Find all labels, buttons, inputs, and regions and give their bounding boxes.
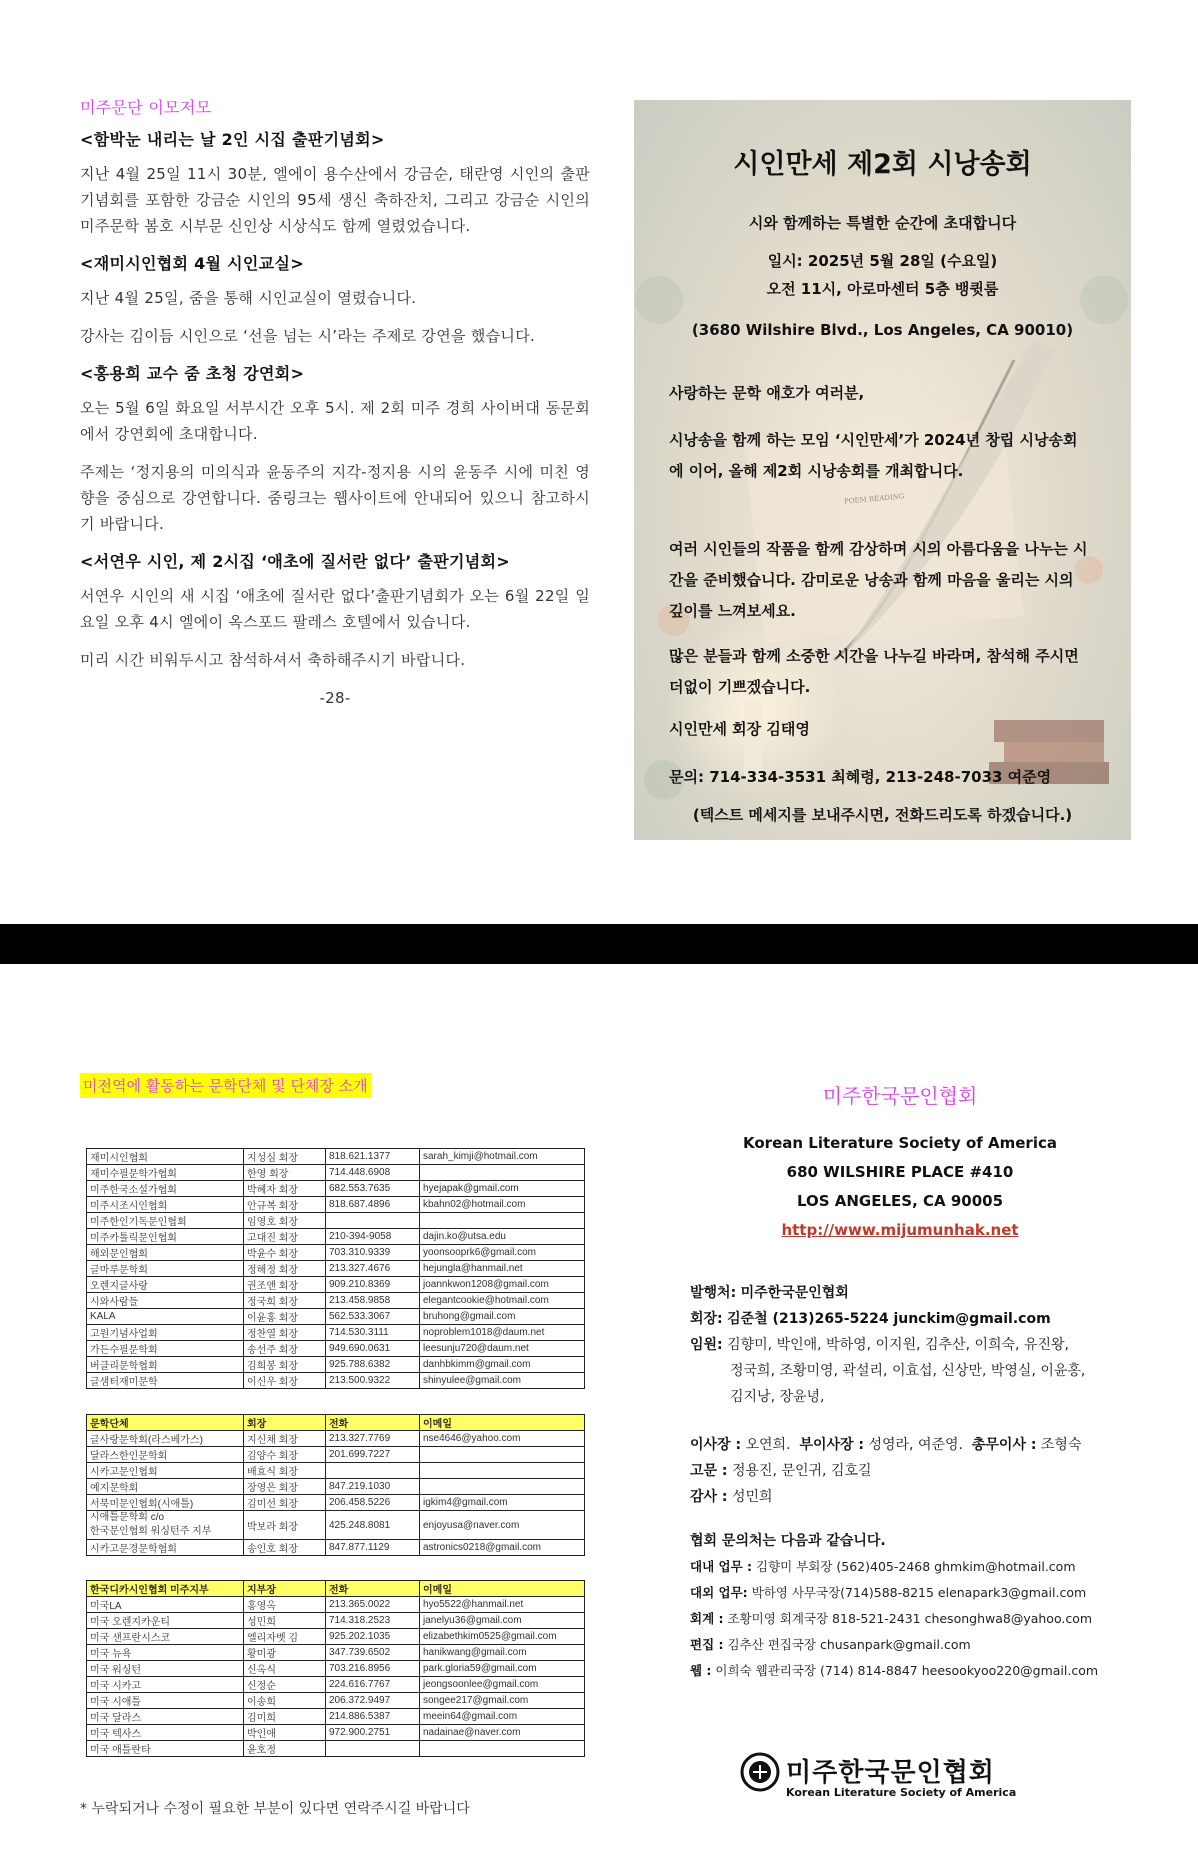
table-cell: elegantcookie@hotmail.com xyxy=(420,1293,585,1309)
table-cell: 시애틀문학회 c/o 한국문인협회 워싱턴주 지부 xyxy=(87,1511,244,1540)
table-row xyxy=(87,1645,585,1661)
table-cell: 925.202.1035 xyxy=(326,1629,420,1645)
news-paragraph: 강사는 김이듬 시인으로 ‘선을 넘는 시’라는 주제로 강연을 했습니다. xyxy=(80,327,536,345)
table-cell: 818.687.4896 xyxy=(326,1197,420,1213)
table-cell: 오렌지글사랑 xyxy=(87,1277,244,1293)
society-name-en: Korean Literature Society of America xyxy=(743,1134,1057,1152)
table-cell: 박윤수 회장 xyxy=(244,1245,326,1261)
table-row xyxy=(87,1341,585,1357)
news-paragraph: 미리 시간 비워두시고 참석하셔서 축하해주시기 바랍니다. xyxy=(80,651,466,669)
table-header-cell: 이메일 xyxy=(420,1415,585,1431)
table-cell: 김미희 xyxy=(244,1709,326,1725)
page-number: -28- xyxy=(319,689,351,707)
table-cell: 미국 오렌지카운티 xyxy=(87,1613,244,1629)
vice-chair: 성영라, 여준영. xyxy=(868,1437,963,1453)
directory-footnote: * 누락되거나 수정이 필요한 부분이 있다면 연락주시길 바랍니다 xyxy=(80,1801,470,1817)
table-cell: 703.216.8956 xyxy=(326,1661,420,1677)
org-table-3 xyxy=(86,1580,585,1757)
table-cell: 847.219.1030 xyxy=(326,1479,420,1495)
table-cell: 글사랑문학회(라스베가스) xyxy=(87,1431,244,1447)
table-header-cell: 전화 xyxy=(326,1581,420,1597)
table-header-cell: 한국디카시인협회 미주지부 xyxy=(87,1581,244,1597)
table-cell: 글마루문학회 xyxy=(87,1261,244,1277)
table-cell xyxy=(420,1213,585,1229)
officers: 김향미, 박인애, 박하영, 이지원, 김추산, 이희숙, 유진왕, xyxy=(727,1337,1069,1353)
table-cell: yoonsooprk6@gmail.com xyxy=(420,1245,585,1261)
table-header-cell: 문학단체 xyxy=(87,1415,244,1431)
table-row xyxy=(87,1479,585,1495)
auditor: 성민희 xyxy=(731,1489,773,1505)
table-cell: 682.553.7635 xyxy=(326,1181,420,1197)
table-cell: 서북미문인협회(시애틀) xyxy=(87,1495,244,1511)
table-header-cell: 회장 xyxy=(244,1415,326,1431)
table-cell: 예지문학회 xyxy=(87,1479,244,1495)
poster-greeting: 사랑하는 문학 애호가 여러분, xyxy=(669,384,865,402)
section-tag: 미주문단 이모저모 xyxy=(80,98,212,117)
table-cell: 신정순 xyxy=(244,1677,326,1693)
table-row xyxy=(87,1613,585,1629)
table-cell: 윤호정 xyxy=(244,1741,326,1757)
table-row xyxy=(87,1431,585,1447)
table-cell xyxy=(420,1165,585,1181)
table-cell: 미주한인기독문인협회 xyxy=(87,1213,244,1229)
table-cell: 이윤홍 회장 xyxy=(244,1309,326,1325)
table-cell: 이신우 회장 xyxy=(244,1373,326,1389)
table-cell: bruhong@gmail.com xyxy=(420,1309,585,1325)
table-row xyxy=(87,1629,585,1645)
table-cell: 홍영옥 xyxy=(244,1597,326,1613)
table-cell xyxy=(326,1741,420,1757)
table-cell: 신옥식 xyxy=(244,1661,326,1677)
poster-body-2: 여러 시인들의 작품을 함께 감상하며 시의 아름다움을 나누는 시간을 준비했습니다. 감미로운 낭송과 함께 마음을 울리는 시의 깊이를 느껴보세요. xyxy=(669,540,1088,620)
table-cell: 847.877.1129 xyxy=(326,1540,420,1556)
website-link[interactable]: http://www.mijumunhak.net xyxy=(781,1221,1019,1239)
table-cell: 가든수필문학회 xyxy=(87,1341,244,1357)
table-cell: 224.616.7767 xyxy=(326,1677,420,1693)
web-label: 웹 : xyxy=(690,1663,712,1678)
poster-time-place: 오전 11시, 아로마센터 5층 뱅큇룸 xyxy=(766,280,999,298)
table-cell: 562.533.3067 xyxy=(326,1309,420,1325)
table-cell: 213.327.7769 xyxy=(326,1431,420,1447)
table-cell: 달라스한인문학회 xyxy=(87,1447,244,1463)
table-row xyxy=(87,1463,585,1479)
table-cell: enjoyusa@naver.com xyxy=(420,1511,585,1540)
president-label: 회장: xyxy=(690,1311,723,1327)
poster-address: (3680 Wilshire Blvd., Los Angeles, CA 90010) xyxy=(691,321,1074,339)
table-cell: 213.500.9322 xyxy=(326,1373,420,1389)
table-cell: 미국 텍사스 xyxy=(87,1725,244,1741)
table-cell: leesunju720@daum.net xyxy=(420,1341,585,1357)
table-row xyxy=(87,1149,585,1165)
table-cell: 송인호 회장 xyxy=(244,1540,326,1556)
table-row xyxy=(87,1725,585,1741)
poster-contact-note: (텍스트 메세지를 보내주시면, 전화드리도록 하겠습니다.) xyxy=(692,806,1073,824)
table-row xyxy=(87,1677,585,1693)
table-cell: 지성심 회장 xyxy=(244,1149,326,1165)
table-cell: 박인애 xyxy=(244,1725,326,1741)
table-cell: 미국 워싱턴 xyxy=(87,1661,244,1677)
table-cell: songee217@gmail.com xyxy=(420,1693,585,1709)
officers: 정국희, 조황미영, 곽설리, 이효섭, 신상만, 박영실, 이윤홍, xyxy=(730,1363,1086,1379)
society-address-1: 680 WILSHIRE PLACE #410 xyxy=(786,1163,1014,1181)
gen-director: 조형숙 xyxy=(1040,1437,1082,1453)
table-cell: 고원기념사업회 xyxy=(87,1325,244,1341)
table-cell: 미국 시애틀 xyxy=(87,1693,244,1709)
org-table-2 xyxy=(86,1414,585,1556)
table-cell xyxy=(420,1479,585,1495)
poster-date: 일시: 2025년 5월 28일 (수요일) xyxy=(767,252,998,270)
advisor-label: 고문 : xyxy=(690,1463,728,1479)
table-cell: 장영은 회장 xyxy=(244,1479,326,1495)
table-row xyxy=(87,1447,585,1463)
table-row xyxy=(87,1741,585,1757)
ext-label: 대내 업무 : xyxy=(690,1559,753,1574)
poster-title: 시인만세 제2회 시낭송회 xyxy=(733,149,1032,180)
vice-chair-label: 부이사장 : xyxy=(799,1437,865,1453)
table-cell: 재미시인협회 xyxy=(87,1149,244,1165)
table-cell: nadainae@naver.com xyxy=(420,1725,585,1741)
table-row xyxy=(87,1357,585,1373)
table-cell: 엘리자벳 김 xyxy=(244,1629,326,1645)
news-heading-4: <서연우 시인, 제 2시집 ‘애초에 질서란 없다’ 출판기념회> xyxy=(80,552,510,571)
publisher-label: 발행처: xyxy=(690,1285,737,1301)
edit-contact: 김추산 편집국장 chusanpark@gmail.com xyxy=(727,1637,971,1652)
table-cell: 972.900.2751 xyxy=(326,1725,420,1741)
table-header-row xyxy=(87,1581,585,1597)
table-cell: janelyu36@gmail.com xyxy=(420,1613,585,1629)
table-cell: noproblem1018@daum.net xyxy=(420,1325,585,1341)
table-cell: joannkwon1208@gmail.com xyxy=(420,1277,585,1293)
table-cell: 김양수 회장 xyxy=(244,1447,326,1463)
poster-contact: 문의: 714-334-3531 최혜령, 213-248-7033 여준영 xyxy=(669,768,1052,786)
int-contact: 박하영 사무국장(714)588-8215 elenapark3@gmail.com xyxy=(751,1585,1087,1600)
table-row xyxy=(87,1293,585,1309)
poster-body-3: 많은 분들과 함께 소중한 시간을 나누길 바라며, 참석해 주시면 더없이 기쁘겠습니다. xyxy=(669,647,1079,696)
news-heading-3: <홍용희 교수 줌 초청 강연회> xyxy=(80,364,305,383)
table-cell: 시카고문인협회 xyxy=(87,1463,244,1479)
table-cell: 버클리문학협회 xyxy=(87,1357,244,1373)
table-cell: 213.458.9858 xyxy=(326,1293,420,1309)
event-poster xyxy=(634,100,1131,840)
society-address-2: LOS ANGELES, CA 90005 xyxy=(796,1192,1004,1210)
poster-signature: 시인만세 회장 김태영 xyxy=(669,720,810,738)
table-cell xyxy=(420,1447,585,1463)
table-row xyxy=(87,1325,585,1341)
news-paragraph: 주제는 ‘정지용의 미의식과 윤동주의 지각-정지용 시의 윤동주 시에 미친 영향을 중심으로 강연합니다. 줌링크는 웹사이트에 안내되어 있으니 참고하시기 바랍니다. xyxy=(80,463,590,533)
table-cell: nse4646@yahoo.com xyxy=(420,1431,585,1447)
table-cell: 714.318.2523 xyxy=(326,1613,420,1629)
table-cell xyxy=(326,1213,420,1229)
table-cell: 949.690.0631 xyxy=(326,1341,420,1357)
table-cell: 김미선 회장 xyxy=(244,1495,326,1511)
president: 김준철 (213)265-5224 junckim@gmail.com xyxy=(727,1311,1051,1327)
officers: 김지낭, 장윤녕, xyxy=(730,1389,825,1405)
table-cell: hyejapak@gmail.com xyxy=(420,1181,585,1197)
table-cell: 재미수필문학가협회 xyxy=(87,1165,244,1181)
news-column xyxy=(80,95,590,711)
table-cell: 206.372.9497 xyxy=(326,1693,420,1709)
table-cell: 미국LA xyxy=(87,1597,244,1613)
table-cell: 미주카톨릭문인협회 xyxy=(87,1229,244,1245)
table-cell: park.gloria59@gmail.com xyxy=(420,1661,585,1677)
table-row xyxy=(87,1277,585,1293)
table-cell: 714.530.3111 xyxy=(326,1325,420,1341)
table-cell: 글샘터재미문학 xyxy=(87,1373,244,1389)
table-row xyxy=(87,1213,585,1229)
table-cell: 송선주 회장 xyxy=(244,1341,326,1357)
directory-title: 미전역에 활동하는 문학단체 및 단체장 소개 xyxy=(80,1073,371,1098)
table-row xyxy=(87,1373,585,1389)
table-cell: 925.788.6382 xyxy=(326,1357,420,1373)
society-logo xyxy=(740,1752,1040,1802)
table-cell: 박혜자 회장 xyxy=(244,1181,326,1197)
news-heading-1: <함박눈 내리는 날 2인 시집 출판기념회> xyxy=(80,130,385,149)
table-cell: 210-394-9058 xyxy=(326,1229,420,1245)
table-cell: 미국 뉴욕 xyxy=(87,1645,244,1661)
table-row xyxy=(87,1597,585,1613)
acct-label: 회계 : xyxy=(690,1611,724,1626)
table-cell: 해외문인협회 xyxy=(87,1245,244,1261)
table-cell: sarah_kimji@hotmail.com xyxy=(420,1149,585,1165)
table-cell: 미주시조시인협회 xyxy=(87,1197,244,1213)
table-cell: hejungla@hanmail.net xyxy=(420,1261,585,1277)
table-cell: 201.699.7227 xyxy=(326,1447,420,1463)
table-header-row xyxy=(87,1415,585,1431)
advisor: 정용진, 문인귀, 김호길 xyxy=(731,1463,872,1479)
table-cell: 미국 샌프란시스코 xyxy=(87,1629,244,1645)
table-cell: dajin.ko@utsa.edu xyxy=(420,1229,585,1245)
org-table-1 xyxy=(86,1148,585,1389)
table-cell: 909.210.8369 xyxy=(326,1277,420,1293)
news-paragraph: 오는 5월 6일 화요일 서부시간 오후 5시. 제 2회 미주 경희 사이버대 동문회에서 강연회에 초대합니다. xyxy=(80,399,590,443)
inquiry-title: 협회 문의처는 다음과 같습니다. xyxy=(690,1533,886,1549)
news-heading-2: <재미시인협회 4월 시인교실> xyxy=(80,254,304,273)
logo-text: 미주한국문인협회 xyxy=(786,1758,995,1788)
table-row xyxy=(87,1511,585,1540)
table-row xyxy=(87,1181,585,1197)
chair-label: 이사장 : xyxy=(690,1437,742,1453)
table-cell: 성민희 xyxy=(244,1613,326,1629)
table-cell: meein64@gmail.com xyxy=(420,1709,585,1725)
table-row xyxy=(87,1709,585,1725)
table-cell: 이송희 xyxy=(244,1693,326,1709)
table-cell xyxy=(420,1741,585,1757)
table-cell: 정찬열 회장 xyxy=(244,1325,326,1341)
table-cell: kbahn02@hotmail.com xyxy=(420,1197,585,1213)
table-cell: 213.327.4676 xyxy=(326,1261,420,1277)
table-cell: 박보라 회장 xyxy=(244,1511,326,1540)
table-header-cell: 이메일 xyxy=(420,1581,585,1597)
table-cell: 미국 달라스 xyxy=(87,1709,244,1725)
table-cell: 213.365.0022 xyxy=(326,1597,420,1613)
news-paragraph: 지난 4월 25일, 줌을 통해 시인교실이 열렸습니다. xyxy=(80,289,417,307)
table-row xyxy=(87,1229,585,1245)
table-cell: 미국 시카고 xyxy=(87,1677,244,1693)
table-cell: 정국희 회장 xyxy=(244,1293,326,1309)
table-header-cell: 전화 xyxy=(326,1415,420,1431)
edit-label: 편집 : xyxy=(690,1637,724,1652)
table-cell: 347.739.6502 xyxy=(326,1645,420,1661)
table-cell: 한영 회장 xyxy=(244,1165,326,1181)
table-row xyxy=(87,1261,585,1277)
web-contact: 이희숙 웹관리국장 (714) 814-8847 heesookyoo220@gmail.com xyxy=(715,1663,1099,1678)
table-cell: 정해정 회장 xyxy=(244,1261,326,1277)
table-cell: 214.886.5387 xyxy=(326,1709,420,1725)
table-cell xyxy=(326,1463,420,1479)
poster-body-1: 시낭송을 함께 하는 모임 ‘시인만세’가 2024년 창립 시낭송회에 이어, 올해 제2회 시낭송회를 개최합니다. xyxy=(669,431,1078,480)
table-cell: 시와사람들 xyxy=(87,1293,244,1309)
table-row xyxy=(87,1495,585,1511)
table-cell: igkim4@gmail.com xyxy=(420,1495,585,1511)
publisher: 미주한국문인협회 xyxy=(740,1285,849,1301)
table-cell: danhbkimm@gmail.com xyxy=(420,1357,585,1373)
table-cell: 미국 애틀란타 xyxy=(87,1741,244,1757)
table-cell: hanikwang@gmail.com xyxy=(420,1645,585,1661)
table-cell: 425.248.8081 xyxy=(326,1511,420,1540)
page-divider xyxy=(0,924,1198,964)
table-cell: 206.458.5226 xyxy=(326,1495,420,1511)
officers-label: 임원: xyxy=(690,1337,723,1353)
acct-contact: 조황미영 회계국장 818-521-2431 chesonghwa8@yahoo.com xyxy=(727,1611,1093,1626)
table-cell: 임영호 회장 xyxy=(244,1213,326,1229)
table-cell: 안규복 회장 xyxy=(244,1197,326,1213)
table-cell: 시카고문경문학협회 xyxy=(87,1540,244,1556)
logo-subtext: Korean Literature Society of America xyxy=(786,1786,1017,1799)
table-cell: 배효식 회장 xyxy=(244,1463,326,1479)
table-cell: shinyulee@gmail.com xyxy=(420,1373,585,1389)
table-row xyxy=(87,1309,585,1325)
society-name: 미주한국문인협회 xyxy=(822,1084,978,1108)
table-cell: 지신채 회장 xyxy=(244,1431,326,1447)
chair: 오연희. xyxy=(745,1437,791,1453)
table-cell: KALA xyxy=(87,1309,244,1325)
news-paragraph: 지난 4월 25일 11시 30분, 엘에이 용수산에서 강금순, 태란영 시인의 출판기념회를 포함한 강금순 시인의 95세 생신 축하잔치, 그리고 강금순 시인의 미주문학 봄호 시부문 신인상 시상식도 함께 열렸었습니다. xyxy=(80,165,590,235)
ext-contact: 김향미 부회장 (562)405-2468 ghmkim@hotmail.com xyxy=(756,1559,1076,1574)
table-row xyxy=(87,1661,585,1677)
auditor-label: 감사 : xyxy=(690,1489,728,1505)
table-cell: 고대진 회장 xyxy=(244,1229,326,1245)
poster-subtitle: 시와 함께하는 특별한 순간에 초대합니다 xyxy=(748,214,1017,232)
table-cell: jeongsoonlee@gmail.com xyxy=(420,1677,585,1693)
table-cell: astronics0218@gmail.com xyxy=(420,1540,585,1556)
table-cell: 714.448.6908 xyxy=(326,1165,420,1181)
table-row xyxy=(87,1540,585,1556)
emblem-icon xyxy=(740,1752,780,1792)
table-cell: 황미광 xyxy=(244,1645,326,1661)
table-cell: 818.621.1377 xyxy=(326,1149,420,1165)
gen-director-label: 총무이사 : xyxy=(971,1437,1037,1453)
table-cell: 미주한국소설가협회 xyxy=(87,1181,244,1197)
table-cell xyxy=(420,1463,585,1479)
table-cell: 김희봉 회장 xyxy=(244,1357,326,1373)
table-row xyxy=(87,1693,585,1709)
int-label: 대외 업무: xyxy=(690,1585,748,1600)
table-row xyxy=(87,1197,585,1213)
table-cell: 권조앤 회장 xyxy=(244,1277,326,1293)
table-header-cell: 지부장 xyxy=(244,1581,326,1597)
society-details xyxy=(690,1280,1170,1684)
table-cell: elizabethkim0525@gmail.com xyxy=(420,1629,585,1645)
table-row xyxy=(87,1245,585,1261)
table-cell: hyo5522@hanmail.net xyxy=(420,1597,585,1613)
book-caption: POEM READING xyxy=(843,492,905,506)
table-row xyxy=(87,1165,585,1181)
table-cell: 703.310.9339 xyxy=(326,1245,420,1261)
news-paragraph: 서연우 시인의 새 시집 ‘애초에 질서란 없다’출판기념회가 오는 6월 22일 일요일 오후 4시 엘에이 옥스포드 팔레스 호텔에서 있습니다. xyxy=(80,587,590,631)
